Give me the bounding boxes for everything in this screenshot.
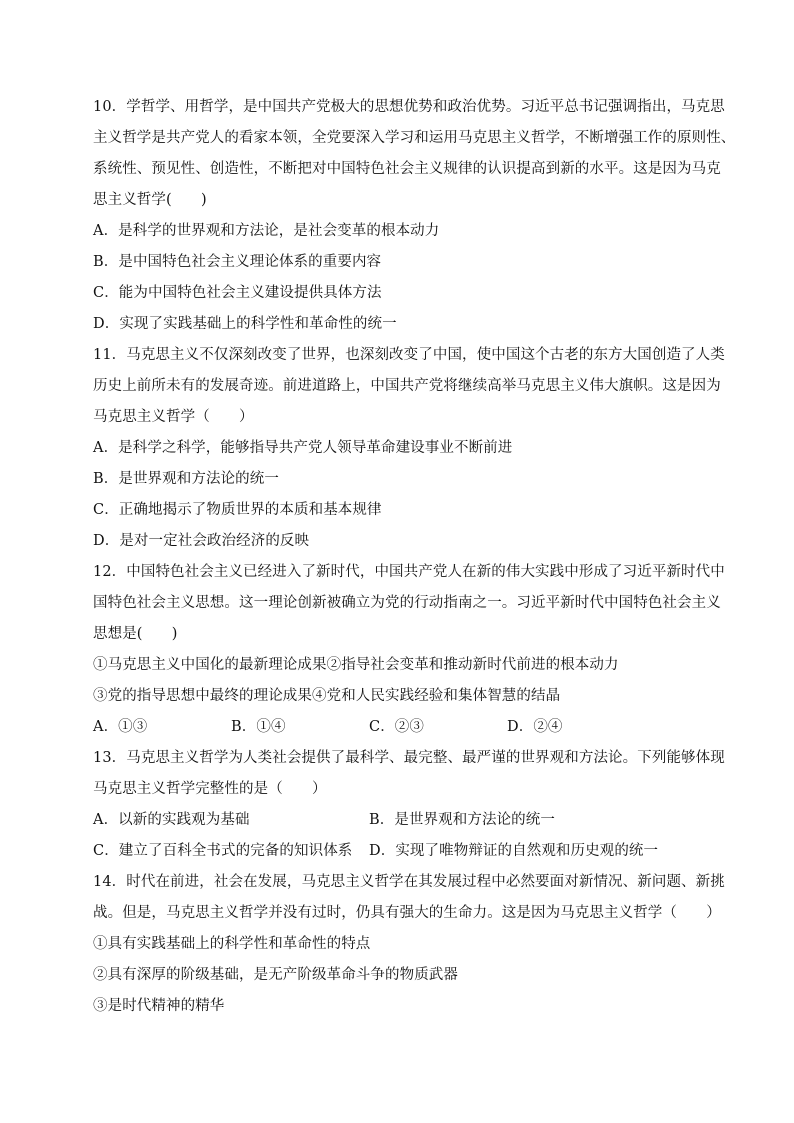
question-stem-line: 主义哲学是共产党人的看家本领，全党要深入学习和运用马克思主义哲学，不断增强工作的原则性、 (93, 130, 736, 146)
statement-line: ①马克思主义中国化的最新理论成果②指导社会变革和推动新时代前进的根本动力 (93, 657, 619, 673)
statement-line: ③党的指导思想中最终的理论成果④党和人民实践经验和集体智慧的结晶 (93, 688, 561, 704)
option-b: B．是世界观和方法论的统一 (93, 471, 279, 487)
exam-page (93, 92, 736, 1022)
statement-line: ②具有深厚的阶级基础，是无产阶级革命斗争的物质武器 (93, 967, 458, 983)
option-c: C．②③ (369, 719, 424, 735)
option-d: D．实现了唯物辩证的自然观和历史观的统一 (369, 843, 659, 859)
options-row (93, 712, 713, 743)
question-11 (93, 340, 725, 557)
question-12 (93, 557, 725, 743)
question-stem-line: 13．马克思主义哲学为人类社会提供了最科学、最完整、最严谨的世界观和方法论。下列能够体现 (93, 750, 725, 766)
option-c: C．正确地揭示了物质世界的本质和基本规律 (93, 502, 382, 518)
question-stem-line: 马克思主义哲学（ ） (93, 409, 254, 425)
question-stem-line: 历史上前所未有的发展奇迹。前进道路上，中国共产党将继续高举马克思主义伟大旗帜。这是因为 (93, 378, 721, 394)
option-b: B．是世界观和方法论的统一 (369, 812, 555, 828)
question-stem-line: 马克思主义哲学完整性的是（ ） (93, 781, 327, 797)
option-d: D．②④ (507, 719, 563, 735)
option-b: B．是中国特色社会主义理论体系的重要内容 (93, 254, 382, 270)
option-a: A．以新的实践观为基础 (93, 812, 250, 828)
option-c: C．建立了百科全书式的完备的知识体系 (93, 843, 353, 859)
option-c: C．能为中国特色社会主义建设提供具体方法 (93, 285, 382, 301)
question-10 (93, 92, 736, 340)
question-stem-line: 11．马克思主义不仅深刻改变了世界，也深刻改变了中国，使中国这个古老的东方大国创造了人类 (93, 347, 725, 363)
option-a: A．①③ (93, 719, 148, 735)
question-stem-line: 思主义哲学( ) (93, 192, 207, 208)
option-a: A．是科学的世界观和方法论，是社会变革的根本动力 (93, 223, 440, 239)
question-13 (93, 743, 725, 867)
question-stem-line: 国特色社会主义思想。这一理论创新被确立为党的行动指南之一。习近平新时代中国特色社会主义 (93, 595, 721, 611)
statement-line: ①具有实践基础上的科学性和革命性的特点 (93, 936, 371, 952)
question-stem-line: 战。但是，马克思主义哲学并没有过时，仍具有强大的生命力。这是因为马克思主义哲学（ ） (93, 905, 721, 921)
option-b: B．①④ (231, 719, 286, 735)
option-a: A．是科学之科学，能够指导共产党人领导革命建设事业不断前进 (93, 440, 513, 456)
question-stem-line: 思想是( ) (93, 626, 178, 642)
option-d: D．是对一定社会政治经济的反映 (93, 533, 310, 549)
question-stem-line: 12．中国特色社会主义已经进入了新时代，中国共产党人在新的伟大实践中形成了习近平新时代中 (93, 564, 725, 580)
statement-line: ③是时代精神的精华 (93, 998, 225, 1014)
question-14 (93, 867, 725, 1022)
options-row (93, 836, 713, 867)
options-row (93, 805, 713, 836)
question-stem-line: 系统性、预见性、创造性，不断把对中国特色社会主义规律的认识提高到新的水平。这是因为马克 (93, 161, 721, 177)
question-stem-line: 14．时代在前进，社会在发展，马克思主义哲学在其发展过程中必然要面对新情况、新问题、新挑 (93, 874, 725, 890)
option-d: D．实现了实践基础上的科学性和革命性的统一 (93, 316, 397, 332)
question-stem-line: 10．学哲学、用哲学，是中国共产党极大的思想优势和政治优势。习近平总书记强调指出，马克思 (93, 99, 725, 115)
